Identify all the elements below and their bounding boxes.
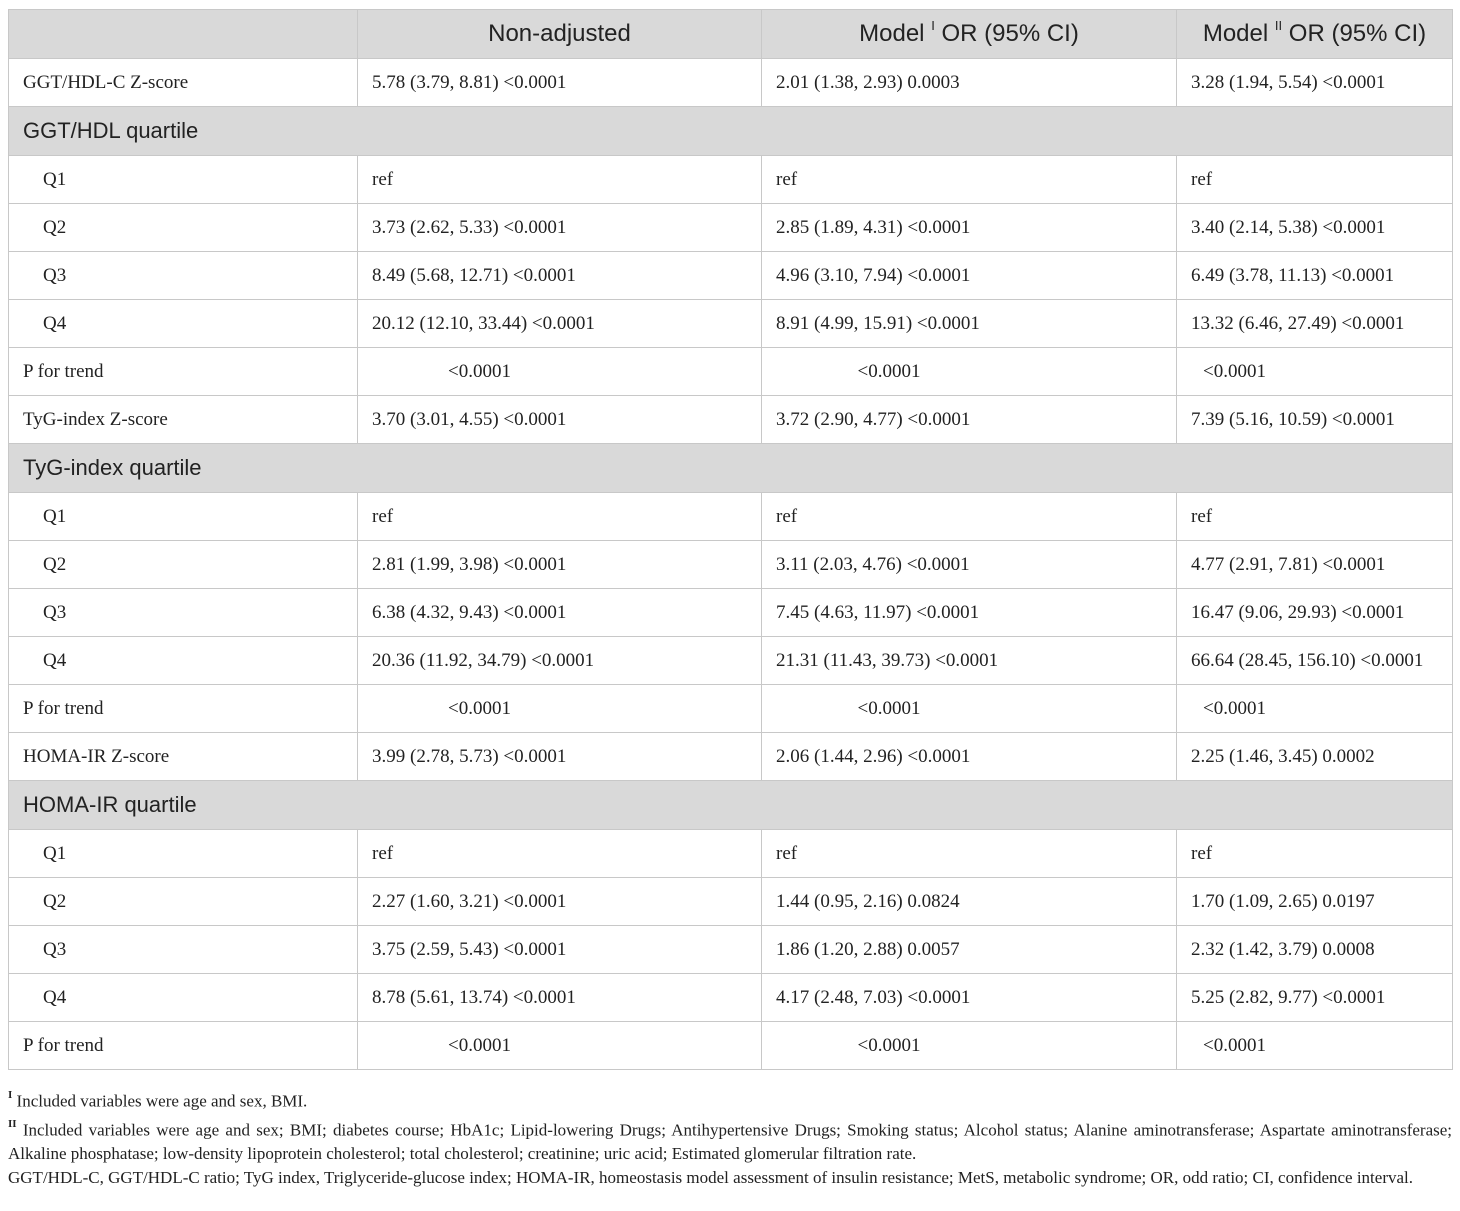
value-cell: 2.25 (1.46, 3.45) 0.0002 [1177,733,1453,781]
row-label: Q3 [9,926,358,974]
footnote-model-2-text: Included variables were age and sex; BMI; diabetes course; HbA1c; Lipid-lowering Drugs; Antihypertensive Drugs; Smoking status; Alcohol status; Alanine aminotransferase; Aspartate aminotransferase; Alkaline phosphatase; low-density lipoprotein cholesterol; total cholesterol; creatinine; uric acid; Estimated glomerular filtration rate. [8,1120,1452,1164]
header-model-2-sup: II [1274,18,1283,33]
header-model-2 [1177,10,1453,59]
trend-value: <0.0001 [448,360,511,382]
trend-value: <0.0001 [857,360,921,382]
header-model-2-prefix: Model [1202,20,1275,47]
value-cell: ref [1177,830,1453,878]
value-cell [762,348,1177,396]
footnote-model-2 [8,1114,1452,1167]
value-cell: 2.32 (1.42, 3.79) 0.0008 [1177,926,1453,974]
value-cell [358,685,762,733]
value-cell: 8.91 (4.99, 15.91) <0.0001 [762,300,1177,348]
table-row [9,1022,1453,1070]
value-cell [762,1022,1177,1070]
header-empty-cell [9,10,358,59]
table-row [9,541,1453,589]
value-cell: 2.01 (1.38, 2.93) 0.0003 [762,59,1177,107]
value-cell: 3.75 (2.59, 5.43) <0.0001 [358,926,762,974]
section-row [9,444,1453,493]
value-cell: 6.49 (3.78, 11.13) <0.0001 [1177,252,1453,300]
footnote-model-1-text: Included variables were age and sex, BMI. [12,1091,308,1111]
table-row [9,685,1453,733]
value-cell: ref [358,493,762,541]
table-row [9,878,1453,926]
value-cell [358,1022,762,1070]
section-title: HOMA-IR quartile [9,781,1453,830]
value-cell: ref [1177,493,1453,541]
value-cell: 3.70 (3.01, 4.55) <0.0001 [358,396,762,444]
value-cell: 1.86 (1.20, 2.88) 0.0057 [762,926,1177,974]
header-non-adjusted: Non-adjusted [358,10,762,59]
value-cell: 3.11 (2.03, 4.76) <0.0001 [762,541,1177,589]
table-body [9,59,1453,1070]
value-cell: ref [358,830,762,878]
value-cell: ref [358,156,762,204]
section-row [9,107,1453,156]
table-footnotes [8,1085,1452,1190]
value-cell: 7.45 (4.63, 11.97) <0.0001 [762,589,1177,637]
row-label: Q4 [9,300,358,348]
value-cell: 13.32 (6.46, 27.49) <0.0001 [1177,300,1453,348]
row-label: Q4 [9,974,358,1022]
value-cell: 2.85 (1.89, 4.31) <0.0001 [762,204,1177,252]
row-label: TyG-index Z-score [9,396,358,444]
header-model-1-prefix: Model [859,20,932,47]
value-cell: 2.81 (1.99, 3.98) <0.0001 [358,541,762,589]
section-title: GGT/HDL quartile [9,107,1453,156]
value-cell: 4.96 (3.10, 7.94) <0.0001 [762,252,1177,300]
table-row [9,493,1453,541]
row-label: Q1 [9,156,358,204]
row-label: Q1 [9,830,358,878]
row-label: Q3 [9,589,358,637]
results-table-container [8,9,1452,1070]
table-row [9,156,1453,204]
trend-value: <0.0001 [448,697,511,719]
footnote-model-2-mark: II [8,1117,17,1130]
table-row [9,300,1453,348]
trend-value: <0.0001 [1203,1034,1266,1056]
value-cell: 4.77 (2.91, 7.81) <0.0001 [1177,541,1453,589]
value-cell: ref [762,830,1177,878]
row-label: Q4 [9,637,358,685]
value-cell: 16.47 (9.06, 29.93) <0.0001 [1177,589,1453,637]
table-row [9,733,1453,781]
row-label: HOMA-IR Z-score [9,733,358,781]
value-cell: ref [762,493,1177,541]
value-cell: 7.39 (5.16, 10.59) <0.0001 [1177,396,1453,444]
table-header-row [9,10,1453,59]
table-row [9,637,1453,685]
value-cell: 3.72 (2.90, 4.77) <0.0001 [762,396,1177,444]
row-label: P for trend [9,1022,358,1070]
value-cell: ref [1177,156,1453,204]
trend-value: <0.0001 [448,1034,511,1056]
value-cell: 3.28 (1.94, 5.54) <0.0001 [1177,59,1453,107]
value-cell: 8.49 (5.68, 12.71) <0.0001 [358,252,762,300]
table-row [9,348,1453,396]
value-cell: 5.78 (3.79, 8.81) <0.0001 [358,59,762,107]
value-cell: 1.70 (1.09, 2.65) 0.0197 [1177,878,1453,926]
footnote-model-1-mark: I [8,1089,13,1101]
header-model-1-sup: I [931,18,935,33]
table-row [9,204,1453,252]
table-row [9,396,1453,444]
row-label: P for trend [9,348,358,396]
row-label: Q3 [9,252,358,300]
table-row [9,926,1453,974]
trend-value: <0.0001 [1203,697,1266,719]
value-cell: 6.38 (4.32, 9.43) <0.0001 [358,589,762,637]
header-model-1-suffix: OR (95% CI) [934,20,1079,47]
value-cell: 3.99 (2.78, 5.73) <0.0001 [358,733,762,781]
footnote-abbreviations: GGT/HDL-C, GGT/HDL-C ratio; TyG index, Triglyceride-glucose index; HOMA-IR, homeostasis model assessment of insulin resistance; MetS, metabolic syndrome; OR, odd ratio; CI, confidence interval. [8,1168,1414,1188]
value-cell: 4.17 (2.48, 7.03) <0.0001 [762,974,1177,1022]
row-label: P for trend [9,685,358,733]
value-cell: 20.36 (11.92, 34.79) <0.0001 [358,637,762,685]
section-row [9,781,1453,830]
value-cell [1177,348,1453,396]
footnote-model-1 [8,1085,1452,1114]
value-cell: 1.44 (0.95, 2.16) 0.0824 [762,878,1177,926]
table-row [9,59,1453,107]
trend-value: <0.0001 [1203,360,1266,382]
row-label: GGT/HDL-C Z-score [9,59,358,107]
value-cell: 2.06 (1.44, 2.96) <0.0001 [762,733,1177,781]
value-cell: 21.31 (11.43, 39.73) <0.0001 [762,637,1177,685]
value-cell: 8.78 (5.61, 13.74) <0.0001 [358,974,762,1022]
table-row [9,830,1453,878]
value-cell: 66.64 (28.45, 156.10) <0.0001 [1177,637,1453,685]
value-cell: 5.25 (2.82, 9.77) <0.0001 [1177,974,1453,1022]
header-model-1 [762,10,1177,59]
table-row [9,974,1453,1022]
value-cell [358,348,762,396]
value-cell: 3.73 (2.62, 5.33) <0.0001 [358,204,762,252]
value-cell [1177,685,1453,733]
value-cell: 3.40 (2.14, 5.38) <0.0001 [1177,204,1453,252]
section-title: TyG-index quartile [9,444,1453,493]
row-label: Q2 [9,541,358,589]
row-label: Q2 [9,204,358,252]
table-row [9,589,1453,637]
value-cell: 20.12 (12.10, 33.44) <0.0001 [358,300,762,348]
row-label: Q2 [9,878,358,926]
results-table [8,9,1453,1070]
value-cell: ref [762,156,1177,204]
value-cell [1177,1022,1453,1070]
row-label: Q1 [9,493,358,541]
header-model-2-suffix: OR (95% CI) [1282,20,1427,47]
trend-value: <0.0001 [857,697,921,719]
value-cell: 2.27 (1.60, 3.21) <0.0001 [358,878,762,926]
trend-value: <0.0001 [857,1034,921,1056]
table-row [9,252,1453,300]
value-cell [762,685,1177,733]
